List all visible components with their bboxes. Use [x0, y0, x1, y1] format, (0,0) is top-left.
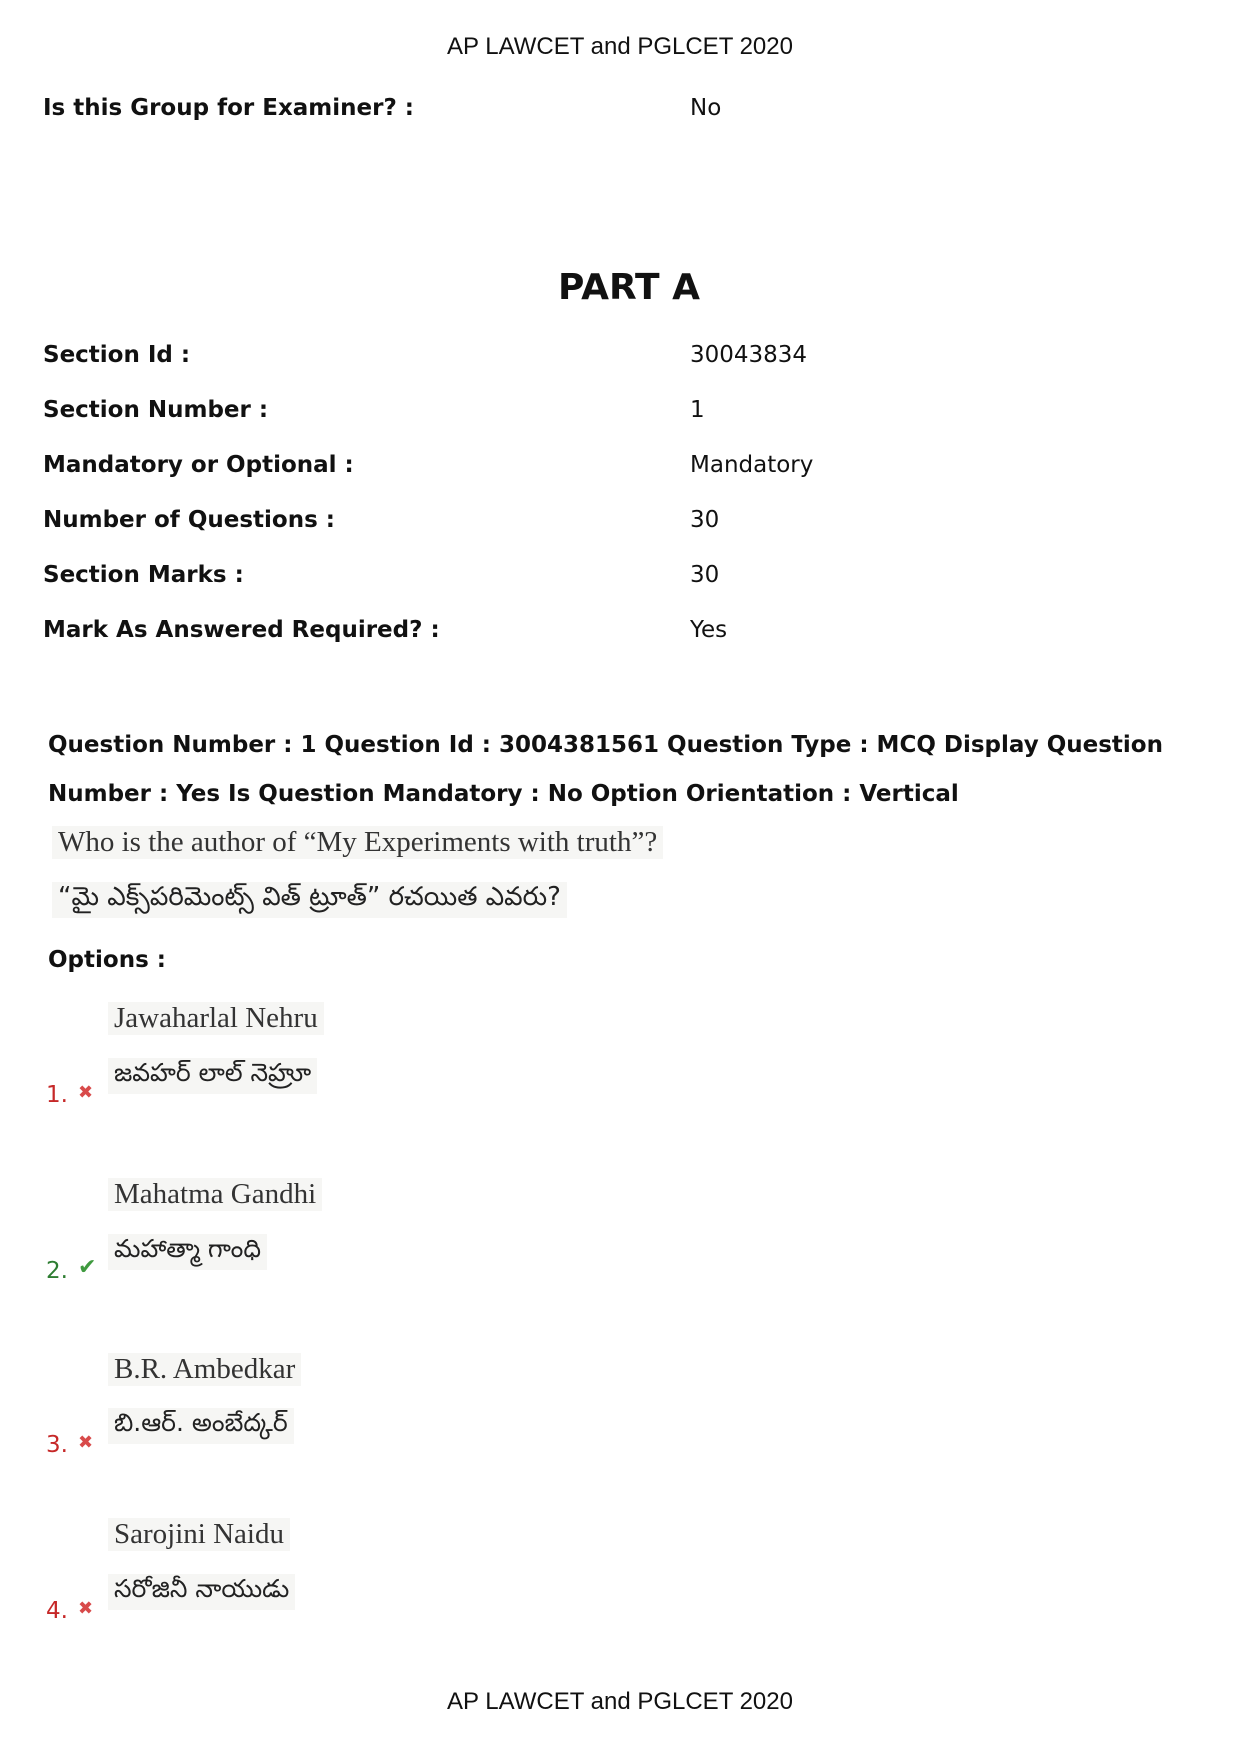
section-number-label: Section Number : [43, 397, 269, 423]
section-marks-value: 30 [690, 562, 720, 588]
mark-answered-value: Yes [690, 617, 728, 643]
number-of-questions-label: Number of Questions : [43, 507, 335, 533]
section-number-value: 1 [690, 397, 705, 423]
option-text-telugu: సరోజినీ నాయుడు [108, 1574, 295, 1610]
number-of-questions-value: 30 [690, 507, 720, 533]
cross-icon: ✖ [78, 1432, 94, 1453]
option-number: 3. [46, 1432, 68, 1458]
part-title: PART A [558, 267, 700, 308]
option-text-telugu: బి.ఆర్. అంబేద్కర్ [108, 1408, 294, 1444]
cross-icon: ✖ [78, 1598, 94, 1619]
question-meta-line-1: Question Number : 1 Question Id : 3004381561 Question Type : MCQ Display Question [48, 732, 1163, 758]
question-text-telugu: “మై ఎక్స్‌పరిమెంట్స్ విత్ ట్రూత్” రచయిత ఎవరు? [52, 882, 567, 918]
option-text-english: Mahatma Gandhi [108, 1178, 322, 1211]
question-text-english: Who is the author of “My Experiments with truth”? [52, 826, 663, 859]
examiner-group-value: No [690, 95, 722, 121]
page-header: AP LAWCET and PGLCET 2020 [447, 33, 793, 60]
option-text-telugu: జవహర్ లాల్ నెహ్రూ [108, 1058, 317, 1094]
options-label: Options : [48, 947, 166, 973]
section-id-value: 30043834 [690, 342, 808, 368]
mandatory-optional-value: Mandatory [690, 452, 814, 478]
mandatory-optional-label: Mandatory or Optional : [43, 452, 354, 478]
option-number: 2. [46, 1258, 68, 1284]
option-number: 4. [46, 1598, 68, 1624]
question-meta-line-2: Number : Yes Is Question Mandatory : No Option Orientation : Vertical [48, 781, 959, 807]
option-text-english: Sarojini Naidu [108, 1518, 290, 1551]
option-number: 1. [46, 1082, 68, 1108]
page-footer: AP LAWCET and PGLCET 2020 [447, 1688, 793, 1715]
option-text-telugu: మహాత్మా గాంధి [108, 1234, 267, 1270]
mark-answered-label: Mark As Answered Required? : [43, 617, 440, 643]
option-text-english: Jawaharlal Nehru [108, 1002, 324, 1035]
examiner-group-label: Is this Group for Examiner? : [43, 95, 415, 121]
section-marks-label: Section Marks : [43, 562, 244, 588]
section-id-label: Section Id : [43, 342, 191, 368]
check-icon: ✔ [78, 1255, 97, 1280]
option-text-english: B.R. Ambedkar [108, 1353, 301, 1386]
cross-icon: ✖ [78, 1082, 94, 1103]
